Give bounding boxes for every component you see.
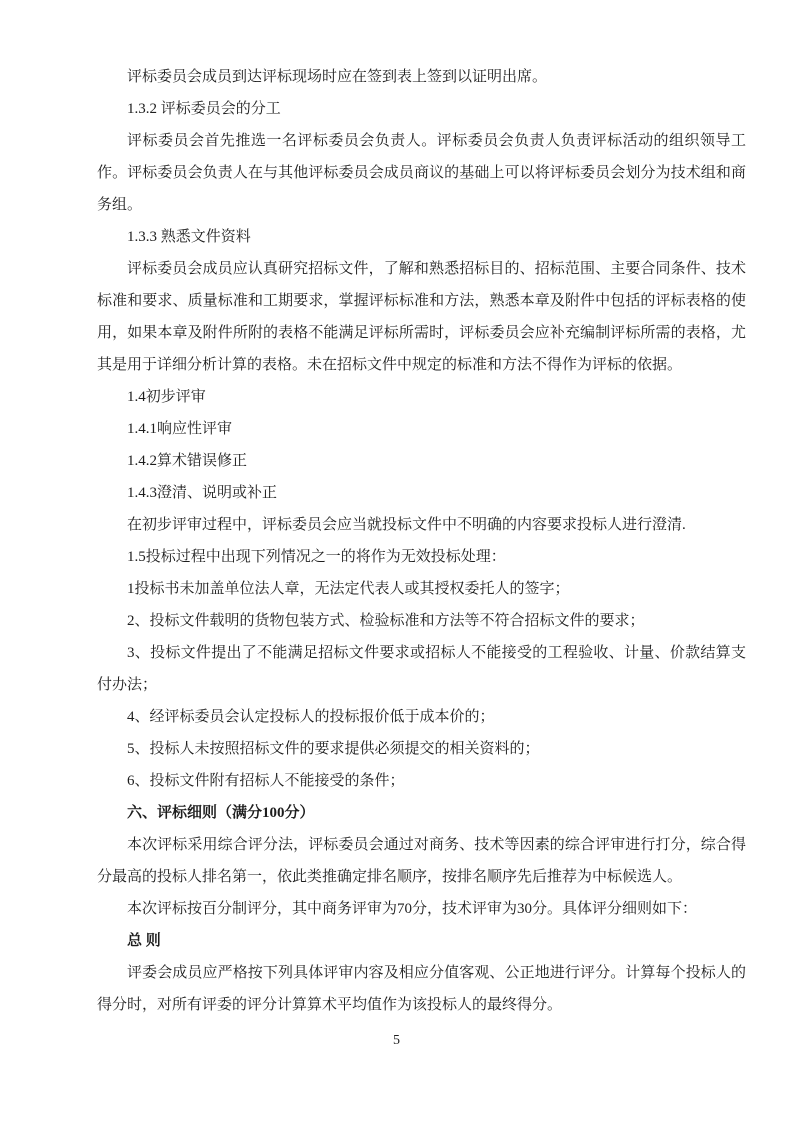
section-heading: 六、评标细则（满分100分）: [127, 805, 315, 821]
paragraph: 1.4.2算术错误修正: [127, 453, 248, 469]
document-body: [97, 61, 746, 1021]
paragraph: 评委会成员应严格按下列具体评审内容及相应分值客观、公正地进行评分。计算每个投标人的得分时，对所有评委的评分计算算术平均值作为该投标人的最终得分。: [97, 965, 746, 1013]
paragraph: 4、经评标委员会认定投标人的投标报价低于成本价的；: [127, 709, 495, 725]
paragraph: 1投标书未加盖单位法人章，无法定代表人或其授权委托人的签字；: [127, 581, 570, 597]
paragraph: 1.3.3 熟悉文件资料: [127, 229, 251, 245]
paragraph: 2、投标文件载明的货物包装方式、检验标准和方法等不符合招标文件的要求；: [127, 613, 645, 629]
page-number: 5: [393, 1033, 400, 1048]
paragraph: 在初步评审过程中，评标委员会应当就投标文件中不明确的内容要求投标人进行澄清.: [127, 517, 686, 533]
paragraph: 评标委员会首先推选一名评标委员会负责人。评标委员会负责人负责评标活动的组织领导工作。评标委员会负责人在与其他评标委员会成员商议的基础上可以将评标委员会划分为技术组和商务组。: [97, 133, 746, 213]
paragraph: 1.4.1响应性评审: [127, 421, 233, 437]
paragraph: 1.3.2 评标委员会的分工: [127, 101, 281, 117]
paragraph: 本次评标采用综合评分法，评标委员会通过对商务、技术等因素的综合评审进行打分，综合得分最高的投标人排名第一，依此类推确定排名顺序，按排名顺序先后推荐为中标候选人。: [97, 837, 746, 885]
paragraph: 1.4.3澄清、说明或补正: [127, 485, 278, 501]
paragraph: 本次评标按百分制评分，其中商务评审为70分，技术评审为30分。具体评分细则如下：: [127, 901, 698, 917]
section-heading: 总 则: [127, 933, 161, 949]
paragraph: 1.4初步评审: [127, 389, 206, 405]
paragraph: 评标委员会成员应认真研究招标文件，了解和熟悉招标目的、招标范围、主要合同条件、技术标准和要求、质量标准和工期要求，掌握评标标准和方法，熟悉本章及附件中包括的评标表格的使用，如果本章及附件所附的表格不能满足评标所需时，评标委员会应补充编制评标所需的表格，尤其是用于详细分析计算的表格。未在招标文件中规定的标准和方法不得作为评标的依据。: [97, 261, 746, 373]
paragraph: 1.5投标过程中出现下列情况之一的将作为无效投标处理：: [127, 549, 506, 565]
paragraph: 评标委员会成员到达评标现场时应在签到表上签到以证明出席。: [127, 69, 548, 85]
paragraph: 6、投标文件附有招标人不能接受的条件；: [127, 773, 405, 789]
paragraph: 5、投标人未按照招标文件的要求提供必须提交的相关资料的；: [127, 741, 540, 757]
paragraph: 3、投标文件提出了不能满足招标文件要求或招标人不能接受的工程验收、计量、价款结算支付办法；: [97, 645, 746, 693]
